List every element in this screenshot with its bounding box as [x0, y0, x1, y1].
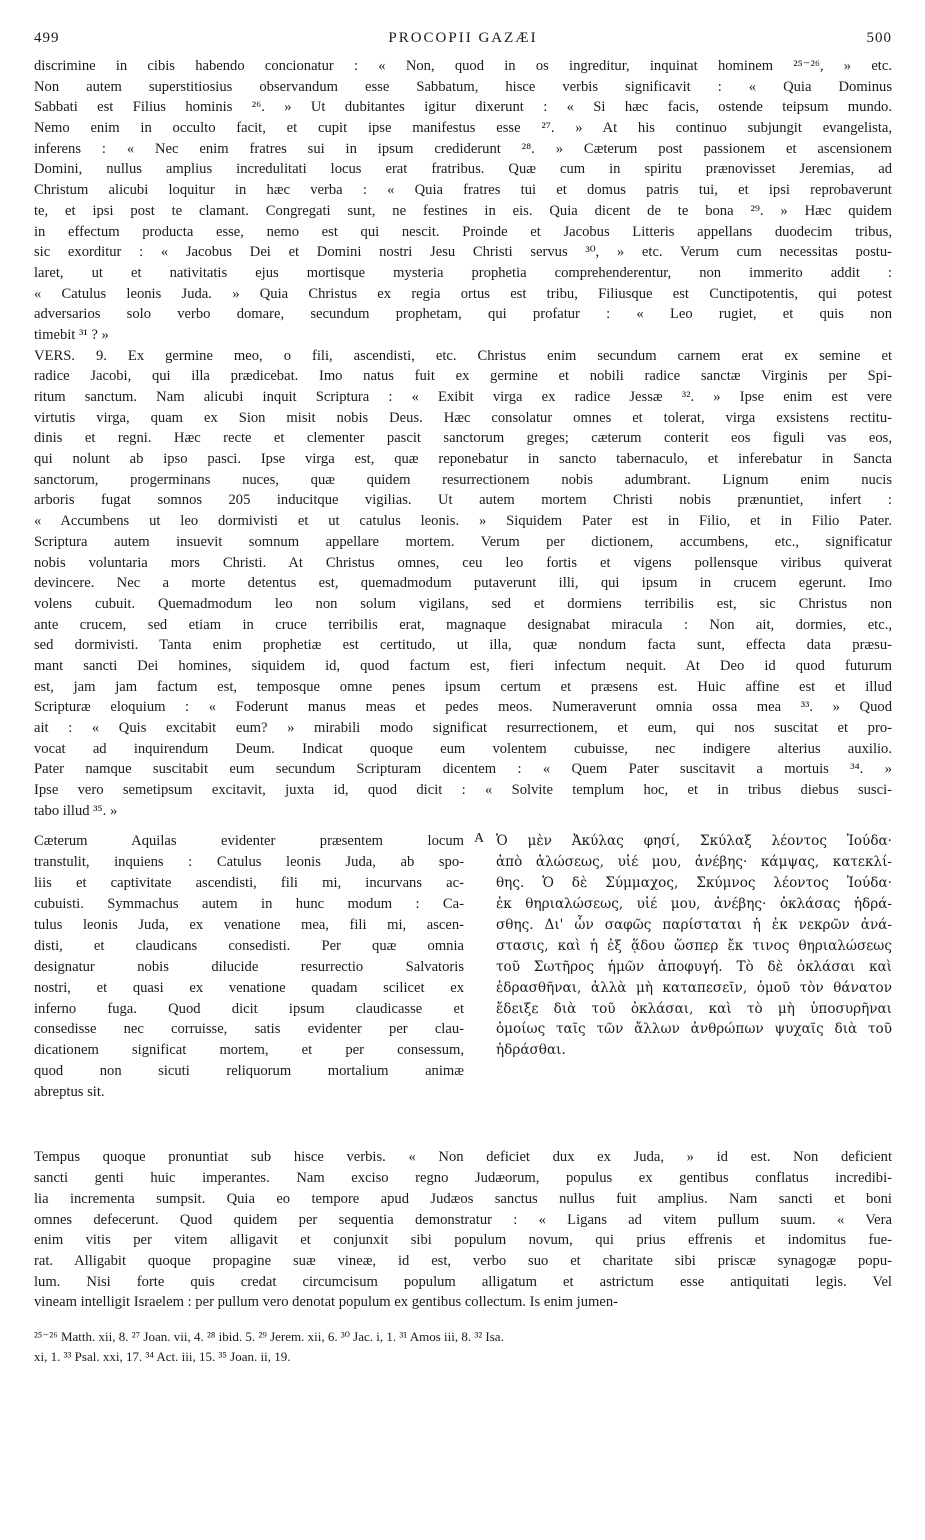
text-line: disti, et claudicans consedisti. Per quæ omnia [34, 937, 464, 954]
page-header [34, 30, 892, 56]
text-line: Sabbati est Filius hominis ²⁶. » Ut dubitantes igitur dixerunt : « Si hæc facis, ostende teipsum mundo. [34, 99, 892, 116]
text-line: radice Jacobi, qui illa prædicebat. Imo natus fuit ex germine et nobili radice sanctæ Virginis per Spi- [34, 368, 892, 385]
text-line: ante crucem, sed etiam in cruce terribilis erat, magnaque designabat miracula : Non ait, dormies, etc., [34, 616, 892, 633]
text-line: dinis et regni. Hæc recte et clementer pascit sanctorum greges; cæterum conterit eos figuli vas eos, [34, 430, 892, 447]
text-line: « Catulus leonis Juda. » Quia Christus ex regia ortus est tribu, Filiusque est Cunctipotentis, qui potest [34, 285, 892, 302]
text-line: σθης. Δι' ὧν σαφῶς παρίσταται ἡ ἐκ νεκρῶν ἀνά- [496, 917, 892, 933]
text-line: adversarios solo verbo domare, secundum prophetam, qui profatur : « Leo rugiet, et quis non [34, 306, 892, 323]
footnotes [34, 1327, 892, 1367]
text-line: tulus leonis Juda, ex venatione mea, fili mi, ascen- [34, 917, 464, 933]
text-line: ait : « Quis excitabit eum? » mirabili modo significat resurrectionem, et eum, qui nos suscitat et pro- [34, 720, 892, 736]
text-line: ἔδειξε διὰ τοῦ ὀκλάσαι, καὶ τὸ μὴ ὑποσυρῆναι [496, 1000, 892, 1017]
text-line: cubuisti. Symmachus autem in hunc modum : Ca- [34, 896, 464, 913]
text-line: te, et ipsi post te clamant. Congregati sunt, ne festines in eis. Quia dicent de te bona ²⁹. » Hæc quidem [34, 202, 892, 219]
greek-column [496, 831, 892, 1061]
text-line: inferno fuga. Quod dicit ipsum claudicasse et [34, 1000, 464, 1017]
text-line: Nemo enim in occulto facit, et cupit ipse manifestus esse ²⁷. » At his continuo subjungit evangelista, [34, 120, 892, 137]
text-line: sancti genti huic imperantes. Nam exciso regno Judæorum, populus ex gentibus conflatus incredibi- [34, 1170, 892, 1187]
text-line: Pater namque suscitabit eum secundum Scripturam dicentem : « Quem Pater suscitavit a mortuis ³⁴. » [34, 761, 892, 778]
text-line: qui nolunt ab ipso pasci. Ipse virga est, quæ reponebatur in sancto tabernaculo, et inferebatur in Sancta [34, 451, 892, 468]
text-line: Christum alicubi loquitur in hæc verba : « Quia fratres tui et domus patris tui, et ipsi reprobaverunt [34, 182, 892, 199]
text-line: vineam intelligit Israelem : per pullum vero denotat populum ex gentibus collectum. Is enim jumen- [34, 1294, 619, 1311]
text-line: ²⁵⁻²⁶ Matth. xii, 8. ²⁷ Joan. vii, 4. ²⁸ ibid. 5. ²⁹ Jerem. xii, 6. ³⁰ Jac. i, 1. ³¹ Amos iii, 8. ³² Isa. [34, 1328, 504, 1344]
text-line: tabo illud ³⁵. » [34, 802, 118, 819]
text-line: vocat ad inquirendum Deum. Indicat quoque eum volentem cubuisse, nec indigere alterius auxilio. [34, 740, 892, 757]
text-line: ὁμοίως ταῖς τῶν ἄλλων ἀνθρώπων ψυχαῖς διὰ τοῦ [496, 1021, 892, 1038]
text-line: θης. Ὁ δὲ Σύμμαχος, Σκύμνος λέοντος Ἰούδα· [496, 875, 892, 892]
text-line: nobis voluntaria mors Christi. At Christus omnes, ceu leo fortis et vigens pollensque viribus quiverat [34, 554, 892, 571]
page [34, 30, 892, 1367]
text-line: sed dormivisti. Tanta enim prophetiæ est certitudo, ut illa, quæ nondum facta sunt, effecta data præsu- [34, 637, 892, 654]
bottom-text-block [34, 1147, 892, 1313]
text-line: ἐκ θηριαλώσεως, υἱέ μου, ἀνέβης· ὀκλάσας ἡδρά- [496, 896, 892, 913]
text-line: mant sancti Dei homines, siquidem id, quod factum est, fieri infectum nequit. At Deo id quod futurum [34, 657, 892, 674]
text-line: ritum sanctum. Nam alicubi inquit Scriptura : « Exibit virga ex radice Jessæ ³². » Ipse enim est vere [34, 389, 892, 405]
text-line: Non autem superstitiosius observandum esse Sabbatum, hisce verbis significavit : « Quia Dominus [34, 78, 892, 95]
text-line: ἡδράσθαι. [496, 1042, 566, 1059]
text-line: « Accumbens ut leo dormivisti et ut catulus leonis. » Siquidem Pater est in Filio, et in Filio Pater. [34, 513, 892, 530]
text-line: abreptus sit. [34, 1084, 105, 1101]
text-line: enim vitis per vitem alligavit et conjunxit sibi populum novum, qui prius effrenis et indomitus fue- [34, 1232, 892, 1249]
text-line: Scriptura autem insuevit somnum appellare mortem. Verum per dictionem, accumbens, etc., significatur [34, 533, 892, 550]
text-line: est, jam jam factum est, temposque omne penes ipsum certum et præsens est. Huic affine est et illud [34, 678, 892, 695]
text-line: sanctorum, progerminans nuces, quæ quidem resurrectionem nobis adumbrant. Lignum enim nucis [34, 471, 892, 488]
text-line: devincere. Nec a morte detentus est, quemadmodum putaverunt illi, qui ipsum in crucem egerunt. Imo [34, 575, 892, 592]
text-line: transtulit, inquiens : Catulus leonis Juda, ab spo- [34, 854, 464, 871]
text-line: volens cubuit. Quemadmodum leo non solum vigilans, sed et dormiens terribilis est, sic Christus non [34, 595, 892, 612]
text-line: ἑδρασθῆναι, ἀλλὰ μὴ καταπεσεῖν, ὁμοῦ τὸν θάνατον [496, 979, 892, 996]
text-line: στασις, καὶ ἡ ἐξ ᾅδου ὥσπερ ἔκ τινος θηριαλώσεως [496, 937, 892, 954]
text-line: xi, 1. ³³ Psal. xxi, 17. ³⁴ Act. iii, 15. ³⁵ Joan. ii, 19. [34, 1348, 291, 1364]
text-line: Domini, nullus amplius incredulitati locus erat fratribus. Quæ cum in spiritu prænovisset Jeremias, ad [34, 161, 892, 178]
text-line: nostri, et quasi ex venatione quadam scilicet ex [34, 979, 464, 996]
text-line: inferens : « Nec enim fratres sui in ipsum crediderunt ²⁸. » Cæterum post passionem et ascensionem [34, 140, 892, 157]
text-line: in effectum producta esse, nemo est qui nescit. Proinde et Jacobus Litteris appellans duodecim tribus, [34, 223, 892, 240]
text-line: consedisse nec corruisse, satis evidenter per clau- [34, 1021, 464, 1038]
text-line: virtutis virga, quam ex Sion misit nobis Deus. Hæc consolatur omnes et tolerat, virga exsistens rectitu- [34, 409, 892, 426]
text-line: quod non sicuti reliquorum mortalium animæ [34, 1063, 464, 1080]
page-number-left: 499 [34, 30, 60, 46]
text-line: sic exorditur : « Jacobus Dei et Domini nostri Jesu Christi servus ³⁰, » etc. Verum cum necessitas postu- [34, 244, 892, 261]
latin-column [34, 831, 464, 1103]
column-marker: A [474, 831, 485, 847]
text-line: Cæterum Aquilas evidenter præsentem locum [34, 833, 464, 850]
text-line: Scripturæ eloquium : « Foderunt manus meas et pedes meos. Numeraverunt omnia ossa mea ³³. » Quod [34, 699, 892, 716]
text-line: lia incrementa sumpsit. Quia eo tempore apud Judæos sanctus nullus fuit amplius. Nam sancti et boni [34, 1190, 892, 1207]
text-line: discrimine in cibis habendo concionatur : « Non, quod in os ingreditur, inquinat hominem ²⁵⁻²⁶, » etc. [34, 58, 892, 74]
text-line: dicationem significat mortem, et per consessum, [34, 1042, 464, 1059]
text-line: VERS. 9. Ex germine meo, o fili, ascendisti, etc. Christus enim secundum carnem erat ex semine et [34, 347, 892, 364]
text-line: rat. Alligabit quoque propagine suæ vineæ, id est, verbo suo et charitate sibi priscæ synagogæ popu- [34, 1252, 892, 1269]
parallel-columns [34, 831, 892, 1139]
text-line: τοῦ Σωτῆρος ἡμῶν ἀποφυγή. Τὸ δὲ ὀκλάσαι καὶ [496, 958, 892, 975]
text-line: Ὁ μὲν Ἀκύλας φησί, Σκύλαξ λέοντος Ἰούδα· [496, 833, 892, 850]
text-line: laret, ut et nativitatis ejus mortisque mysteria prophetia comprehenderentur, non immerito addit : [34, 264, 892, 281]
text-line: lum. Nisi forte quis credat circumcisum populum alligatum et astrictum esse antiquitati legis. Vel [34, 1273, 892, 1290]
top-text-block [34, 56, 892, 821]
text-line: omnes defecerunt. Quod quidem per sequentia demonstratur : « Ligans ad vitem pullum suum. « Vera [34, 1211, 892, 1228]
text-line: designatur nobis dilucide resurrectio Salvatoris [34, 958, 464, 975]
text-line: timebit ³¹ ? » [34, 326, 109, 343]
text-line: Ipse vero semetipsum excitavit, juxta id, quod dicit : « Solvite templum hoc, et in tribus diebus susci- [34, 782, 892, 799]
text-line: liis et captivitate ascendisti, fili mi, incurvans ac- [34, 875, 464, 892]
page-number-right: 500 [866, 30, 892, 46]
text-line: Tempus quoque pronuntiat sub hisce verbis. « Non deficiet dux ex Juda, » id est. Non deficient [34, 1149, 892, 1166]
running-title: PROCOPII GAZÆI [388, 30, 538, 46]
text-line: arboris fugat somnos 205 inducitque vigilias. Ut autem mortem Christi nobis prænuntiet, infert : [34, 492, 892, 509]
text-line: ἀπὸ ἁλώσεως, υἱέ μου, ἀνέβης· κάμψας, κατεκλί- [496, 854, 892, 871]
